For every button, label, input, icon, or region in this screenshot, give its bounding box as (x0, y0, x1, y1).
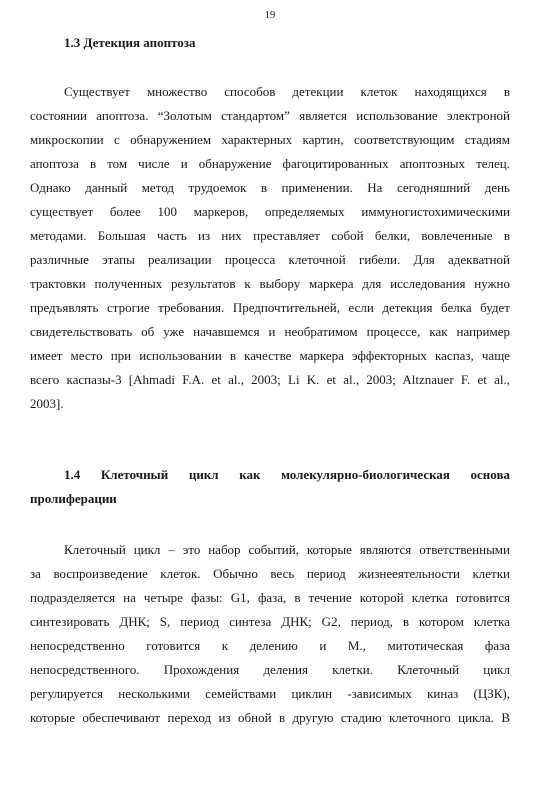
text-line: имеет место при использовании в качестве маркера эффекторных каспаз, чаще (30, 348, 510, 363)
text-line: за воспроизведение клеток. Обычно весь период жизнееятельности клетки (30, 566, 510, 581)
text-line: 2003]. (30, 396, 64, 411)
text-line: регулируется несколькими семействами циклин -зависимых киназ (ЦЗК), (30, 686, 510, 701)
text-line: всего каспазы-3 [Ahmadi F.A. et al., 2003; Li K. et al., 2003; Altznauer F. et al., (30, 372, 510, 387)
text-line: апоптоза в том числе и обнаружение фагоцитированных апоптозных телец. (30, 156, 510, 171)
text-line: трактовки полученных результатов к выбору маркера для исследования нужно (30, 276, 510, 291)
text-line: различные этапы реализации процесса клеточной гибели. Для адекватной (30, 252, 510, 267)
section-heading-line: 1.4 Клеточный цикл как молекулярно-биологическая основа (64, 467, 510, 482)
text-line: Клеточный цикл – это набор событий, которые являются ответственными (64, 542, 510, 557)
text-line: Существует множество способов детекции клеток находящихся в (64, 84, 510, 99)
text-line: методами. Большая часть из них преставляет собой белки, вовлеченные в (30, 228, 510, 243)
text-line: которые обеспечивают переход из обной в другую стадию клеточного цикла. В (30, 710, 510, 725)
text-line: предъявлять строгие требования. Предпочтительней, если детекция белка будет (30, 300, 510, 315)
section-heading-line: пролиферации (30, 491, 117, 506)
section-heading-cell-cycle (30, 463, 510, 511)
text-line: подразделяется на четыре фазы: G1, фаза, в течение которой клетка готовится (30, 590, 510, 605)
text-line: свидетельствовать об уже начавшемся и необратимом процессе, как например (30, 324, 510, 339)
text-line: Однако данный метод трудоемок в применении. На сегодняшний день (30, 180, 510, 195)
text-line: синтезировать ДНК; S, период синтеза ДНК; G2, период, в котором клетка (30, 614, 510, 629)
text-line: состоянии апоптоза. “Золотым стандартом” является использование электроной (30, 108, 510, 123)
section-heading-apoptosis-detection: 1.3 Детекция апоптоза (64, 35, 196, 50)
text-line: микроскопии с обнаружением характерных картин, соответствующим стадиям (30, 132, 510, 147)
paragraph-cell-cycle (30, 538, 510, 730)
text-line: непосредственного. Прохождения деления клетки. Клеточный цикл (30, 662, 510, 677)
text-line: непосредственно готовится к делению и М., митотическая фаза (30, 638, 510, 653)
page-number: 19 (264, 10, 276, 21)
text-line: существует более 100 маркеров, определяемых иммуногистохимическими (30, 204, 510, 219)
paragraph-apoptosis-detection (30, 80, 510, 416)
